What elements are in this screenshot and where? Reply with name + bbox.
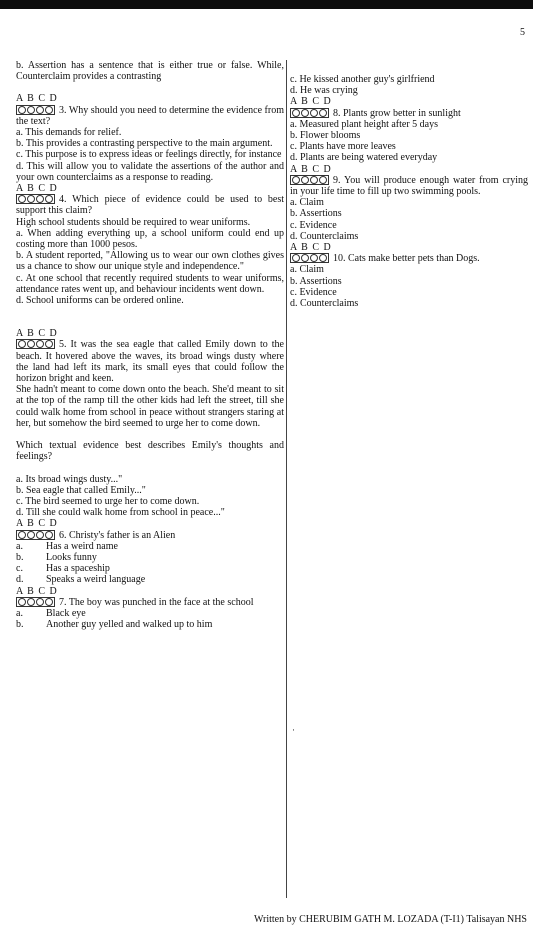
q7-option-b: b. Another guy yelled and walked up to him: [16, 619, 213, 631]
right-column: [290, 74, 528, 309]
q4-option-b: b. A student reported, "Allowing us to wear our own clothes gives us a chance to show our unique style and independence.": [16, 250, 284, 273]
q6-option-a: a. Has a weird name: [16, 540, 118, 552]
answer-bubbles[interactable]: [16, 339, 55, 349]
question-9: 9. You will produce enough water from crying in your life time to fill up two swimming pools.: [290, 174, 528, 198]
answer-bubbles[interactable]: [290, 108, 329, 118]
q5-option-a: a. Its broad wings dusty...": [16, 473, 123, 485]
answer-key-labels: A B C D: [290, 163, 332, 175]
prev-option-d: d. He was crying: [290, 85, 358, 97]
q8-option-d: d. Plants are being watered everyday: [290, 152, 438, 164]
answer-bubbles[interactable]: [290, 175, 329, 185]
answer-key-labels: A B C D: [16, 328, 58, 340]
q3-option-a: a. This demands for relief.: [16, 127, 122, 139]
answer-key-labels: A B C D: [16, 183, 58, 195]
q2-tail: b. Assertion has a sentence that is either true or false. While, Counterclaim provides a contrasting: [16, 60, 284, 83]
question-10: 10. Cats make better pets than Dogs.: [290, 253, 528, 264]
column-divider: [286, 60, 287, 898]
answer-bubbles[interactable]: [16, 597, 55, 607]
question-7: 7. The boy was punched in the face at the school: [16, 597, 284, 608]
answer-bubbles[interactable]: [16, 194, 55, 204]
top-edge: [0, 0, 533, 9]
answer-bubbles[interactable]: [290, 253, 329, 263]
q9-option-c: c. Evidence: [290, 219, 337, 231]
q3-option-c: c. This purpose is to express ideas or feelings directly, for instance: [16, 149, 282, 161]
q4-option-a: a. When adding everything up, a school uniform could end up costing more than 1000 pesos.: [16, 227, 284, 251]
q10-option-b: b. Assertions: [290, 275, 342, 287]
answer-key-labels: A B C D: [16, 93, 58, 105]
q5-option-d: d. Till she could walk home from school in peace...": [16, 507, 225, 519]
q4-claim: High school students should be required to wear uniforms.: [16, 216, 251, 228]
q3-option-b: b. This provides a contrasting perspective to the main argument.: [16, 138, 273, 150]
q8-option-a: a. Measured plant height after 5 days: [290, 118, 439, 130]
stray-mark: ·: [292, 725, 295, 735]
answer-key-labels: A B C D: [290, 242, 332, 254]
answer-key-labels: A B C D: [16, 585, 58, 597]
q6-option-c: c. Has a spaceship: [16, 563, 110, 575]
question-6: 6. Christy's father is an Alien: [16, 530, 284, 541]
question-8: 8. Plants grow better in sunlight: [290, 108, 528, 119]
answer-bubbles[interactable]: [16, 105, 55, 115]
answer-bubbles[interactable]: [16, 530, 55, 540]
q4-option-d: d. School uniforms can be ordered online.: [16, 295, 184, 307]
q9-option-b: b. Assertions: [290, 208, 342, 220]
answer-key-labels: A B C D: [16, 518, 58, 530]
q7-option-a: a. Black eye: [16, 607, 86, 619]
q9-option-d: d. Counterclaims: [290, 230, 359, 242]
q8-option-b: b. Flower blooms: [290, 130, 361, 142]
footer-credit: Written by CHERUBIM GATH M. LOZADA (T-I1) Talisayan NHS: [253, 914, 527, 925]
q10-option-a: a. Claim: [290, 264, 324, 276]
q9-option-a: a. Claim: [290, 197, 324, 209]
q3-option-d: d. This will allow you to validate the assertions of the author and your own counterclaims as a response to reading.: [16, 160, 284, 183]
question-4: 4. Which piece of evidence could be used to best support this claim?: [16, 194, 284, 217]
q5-passage: She hadn't meant to come down onto the beach. She'd meant to sit at the top of the ramp till the other kids had left the street, till she could walk home from school in peace without strangers staring at her, but somehow the bird seemed to urge her to come down.: [16, 384, 284, 429]
question-3: 3. Why should you need to determine the evidence from the text?: [16, 104, 284, 127]
q6-option-d: d. Speaks a weird language: [16, 574, 146, 586]
q4-option-c: c. At one school that recently required students to wear uniforms, attendance rates went up, and behaviour incidents went down.: [16, 272, 284, 295]
prev-option-c: c. He kissed another guy's girlfriend: [290, 74, 435, 85]
page-number: 5: [520, 27, 525, 38]
q10-option-d: d. Counterclaims: [290, 298, 359, 310]
question-5: 5. It was the sea eagle that called Emily down to the beach. It hovered above the waves, its broad wings dusty where the land had left its mark, its small eyes that could follow the horizon bright and keen.: [16, 339, 284, 385]
q8-option-c: c. Plants have more leaves: [290, 141, 396, 153]
q5-option-c: c. The bird seemed to urge her to come down.: [16, 495, 200, 507]
q5-prompt: Which textual evidence best describes Emily's thoughts and feelings?: [16, 440, 284, 463]
left-column: [16, 60, 284, 630]
answer-key-labels: A B C D: [290, 96, 332, 108]
q5-option-b: b. Sea eagle that called Emily...": [16, 484, 146, 496]
q6-option-b: b. Looks funny: [16, 551, 97, 563]
q10-option-c: c. Evidence: [290, 286, 337, 298]
